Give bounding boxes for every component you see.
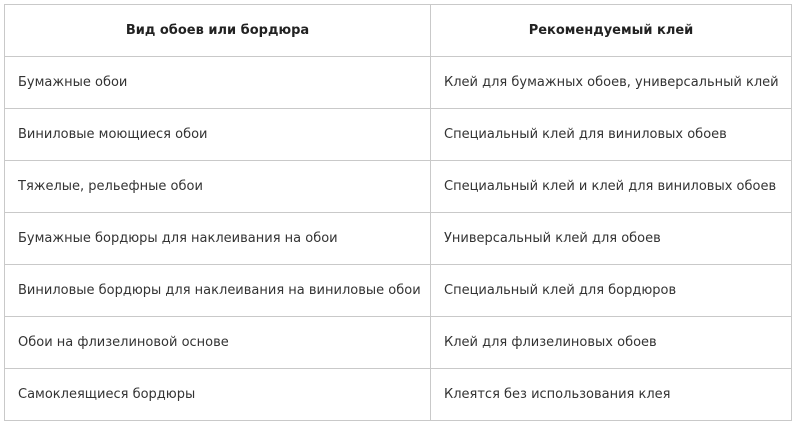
wallpaper-type-cell: Виниловые моющиеся обои — [5, 109, 431, 161]
header-wallpaper-type: Вид обоев или бордюра — [5, 5, 431, 57]
table-header-row — [5, 5, 792, 57]
glue-cell: Специальный клей для виниловых обоев — [431, 109, 792, 161]
glue-cell: Клей для флизелиновых обоев — [431, 317, 792, 369]
table-row — [5, 213, 792, 265]
wallpaper-type-cell: Самоклеящиеся бордюры — [5, 369, 431, 421]
table-row — [5, 109, 792, 161]
glue-cell: Специальный клей для бордюров — [431, 265, 792, 317]
wallpaper-glue-table — [4, 4, 792, 421]
wallpaper-type-cell: Тяжелые, рельефные обои — [5, 161, 431, 213]
table-row — [5, 161, 792, 213]
wallpaper-type-cell: Бумажные обои — [5, 57, 431, 109]
glue-cell: Клеятся без использования клея — [431, 369, 792, 421]
glue-cell: Универсальный клей для обоев — [431, 213, 792, 265]
wallpaper-type-cell: Обои на флизелиновой основе — [5, 317, 431, 369]
wallpaper-type-cell: Бумажные бордюры для наклеивания на обои — [5, 213, 431, 265]
table-row — [5, 317, 792, 369]
header-recommended-glue: Рекомендуемый клей — [431, 5, 792, 57]
wallpaper-type-cell: Виниловые бордюры для наклеивания на виниловые обои — [5, 265, 431, 317]
glue-cell: Специальный клей и клей для виниловых обоев — [431, 161, 792, 213]
table-row — [5, 265, 792, 317]
table-row — [5, 369, 792, 421]
glue-cell: Клей для бумажных обоев, универсальный клей — [431, 57, 792, 109]
table-row — [5, 57, 792, 109]
